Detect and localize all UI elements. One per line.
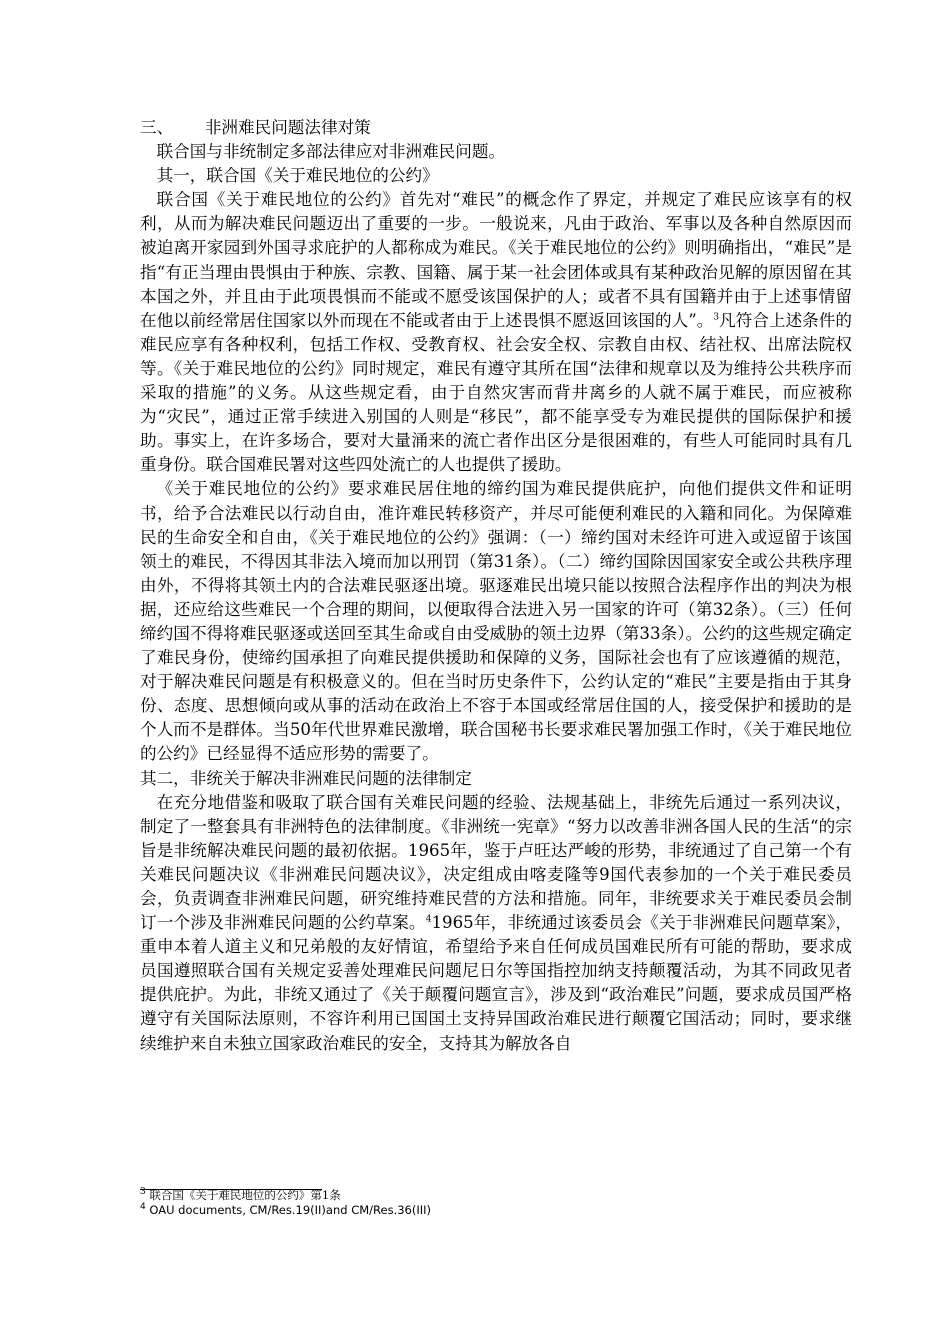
paragraph-convention-provisions: 《关于难民地位的公约》要求难民居住地的缔约国为难民提供庇护，向他们提供文件和证明书，给予合法难民以行动自由，准许难民转移资产，并尽可能便利难民的入籍和同化。为保障难民的生命安全和自由，《关于难民地位的公约》强调：（一）缔约国对未经许可进入或逗留于该国领土的难民，不得因其非法入境而加以刑罚（第31条）。（二）缔约国除因国家安全或公共秩序理由外，不得将其领土内的合法难民驱逐出境。驱逐难民出境只能以按照合法程序作出的判决为根据，还应给这些难民一个合理的期间，以便取得合法进入另一国家的许可（第32条）。（三）任何缔约国不得将难民驱逐或送回至其生命或自由受威胁的领土边界（第33条）。公约的这些规定确定了难民身份，使缔约国承担了向难民提供援助和保障的义务，国际社会也有了应该遵循的规范，对于解决难民问题是有积极意义的。但在当时历史条件下，公约认定的“难民”主要是指由于其身份、态度、思想倾向或从事的活动在政治上不容于本国或经常居住国的人，接受保护和援助的是个人而不是群体。当50年代世界难民激增，联合国秘书长要求难民署加强工作时，《关于难民地位的公约》已经显得不适应形势的需要了。 — [140, 479, 852, 764]
footnote-4 — [140, 1203, 852, 1218]
paragraph-text: 1965年，非统通过该委员会《关于非洲难民问题草案》，重申本着人道主义和兄弟般的友好情谊，希望给予来自任何成员国难民所有可能的帮助，要求成员国遵照联合国有关规定妥善处理难民问题尼日尔等国指控加纳支持颠覆活动，为其不同政见者提供庇护。为此，非统又通过了《关于颠覆问题宣言》，涉及到“政治难民”问题，要求成员国严格遵守有关国际法原则，不容许利用已国国土支持异国政治难民进行颠覆它国活动；同时，要求继续维护来自未独立国家政治难民的安全，支持其为解放各自 — [140, 913, 853, 1053]
footnote-mark: 3 — [140, 1187, 146, 1198]
section-heading — [140, 116, 852, 140]
subsection-heading-1: 其一，联合国《关于难民地位的公约》 — [156, 166, 439, 186]
subsection-heading-2: 其二，非统关于解决非洲难民问题的法律制定 — [140, 768, 472, 788]
footnotes — [140, 1188, 852, 1217]
paragraph-text: 凡符合上述条件的难民应享有各种权利，包括工作权、受教育权、社会安全权、宗教自由权、结社权、出席法院权等。《关于难民地位的公约》同时规定，难民有遵守其所在国“法律和规章以及为维持公共秩序而采取的措施”的义务。从这些规定看，由于自然灾害而背井离乡的人就不属于难民，而应被称为“灾民”，通过正常手续进入别国的人则是“移民”，都不能享受专为难民提供的国际保护和援助。事实上，在许多场合，要对大量涌来的流亡者作出区分是很困难的，有些人可能同时具有几重身份。联合国难民署对这些四处流亡的人也提供了援助。 — [140, 310, 853, 475]
paragraph-oau-laws — [140, 791, 852, 1056]
paragraph-text: 在充分地借鉴和吸取了联合国有关难民问题的经验、法规基础上，非统先后通过一系列决议，制定了一整套具有非洲特色的法律制度。《非洲统一宪章》“努力以改善非洲各国人民的生活“的宗旨是非统解决难民问题的最初依据。1965年，鉴于卢旺达严峻的形势，非统通过了自己第一个有关难民问题决议《非洲难民问题决议》，决定组成由喀麦隆等9国代表参加的一个关于难民委员会，负责调查非洲难民问题，研究维持难民营的方法和措施。同年，非统要求关于难民委员会制订一个涉及非洲难民问题的公约草案。 — [140, 792, 852, 933]
document-body — [140, 116, 852, 1056]
footnote-text: 联合国《关于难民地位的公约》第1条 — [149, 1188, 341, 1202]
footnote-mark: 4 — [140, 1201, 146, 1212]
footnote-text: OAU documents, CM/Res.19(II)and CM/Res.36(III) — [149, 1202, 432, 1217]
section-number: 三、 — [140, 118, 174, 137]
section-title: 非洲难民问题法律对策 — [204, 118, 371, 137]
paragraph-un-convention — [140, 188, 852, 477]
footnote-reference[interactable]: 3 — [713, 312, 720, 323]
footnote-3 — [140, 1188, 852, 1203]
footnote-reference[interactable]: 4 — [425, 914, 432, 925]
paragraph-text: 联合国《关于难民地位的公约》首先对“难民”的概念作了界定，并规定了难民应该享有的权利，从而为解决难民问题迈出了重要的一步。一般说来，凡由于政治、军事以及各种自然原因而被迫离开家园到外国寻求庇护的人都称成为难民。《关于难民地位的公约》则明确指出，“难民”是指“有正当理由畏惧由于种族、宗教、国籍、属于某一社会团体或具有某种政治见解的原因留在其本国之外，并且由于此项畏惧而不能或不愿受该国保护的人；或者不具有国籍并由于上述事情留在他以前经常居住国家以外而现在不能或者由于上述畏惧不愿返回该国的人”。 — [140, 190, 852, 330]
intro-paragraph: 联合国与非统制定多部法律应对非洲难民问题。 — [156, 142, 506, 162]
